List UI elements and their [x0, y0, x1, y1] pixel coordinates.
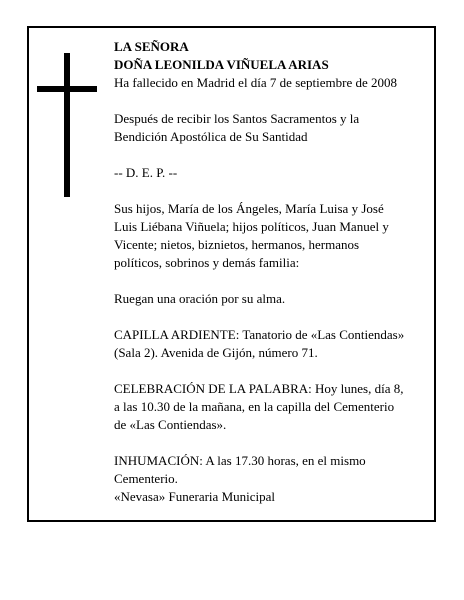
- spacer: [114, 434, 436, 452]
- spacer: [114, 362, 436, 380]
- funeral-home: «Nevasa» Funeraria Municipal: [114, 489, 276, 504]
- family-line: Vicente; nietos, biznietos, hermanos, hermanos: [114, 237, 360, 252]
- inhumacion-line: Cementerio.: [114, 471, 178, 486]
- spacer: [114, 92, 436, 110]
- notice-title: LA SEÑORA: [114, 39, 189, 54]
- death-announcement: Ha fallecido en Madrid el día 7 de septiembre de 2008: [114, 75, 398, 90]
- prayer-request: Ruegan una oración por su alma.: [114, 291, 286, 306]
- celebracion-line: de «Las Contiendas».: [114, 417, 227, 432]
- celebracion-line: a las 10.30 de la mañana, en la capilla del Cementerio: [114, 399, 395, 414]
- cross-icon: [37, 53, 97, 197]
- rip-line: -- D. E. P. --: [114, 165, 178, 180]
- spacer: [114, 272, 436, 290]
- sacraments-line: Después de recibir los Santos Sacramentos y la: [114, 111, 360, 126]
- capilla-ardiente-line: CAPILLA ARDIENTE: Tanatorio de «Las Contiendas»: [114, 327, 405, 342]
- spacer: [114, 182, 436, 200]
- family-line: Luis Liébana Viñuela; hijos políticos, Juan Manuel y: [114, 219, 389, 234]
- family-line: Sus hijos, María de los Ángeles, María Luisa y José: [114, 201, 384, 216]
- obituary-text: [114, 38, 436, 506]
- inhumacion-line: INHUMACIÓN: A las 17.30 horas, en el mismo: [114, 453, 366, 468]
- cross-horizontal-bar: [37, 86, 97, 92]
- cross-vertical-bar: [64, 53, 70, 197]
- celebracion-line: CELEBRACIÓN DE LA PALABRA: Hoy lunes, día 8,: [114, 381, 404, 396]
- sacraments-line: Bendición Apostólica de Su Santidad: [114, 129, 308, 144]
- capilla-ardiente-line: (Sala 2). Avenida de Gijón, número 71.: [114, 345, 318, 360]
- deceased-name: DOÑA LEONILDA VIÑUELA ARIAS: [114, 57, 329, 72]
- spacer: [114, 146, 436, 164]
- spacer: [114, 308, 436, 326]
- family-line: políticos, sobrinos y demás familia:: [114, 255, 300, 270]
